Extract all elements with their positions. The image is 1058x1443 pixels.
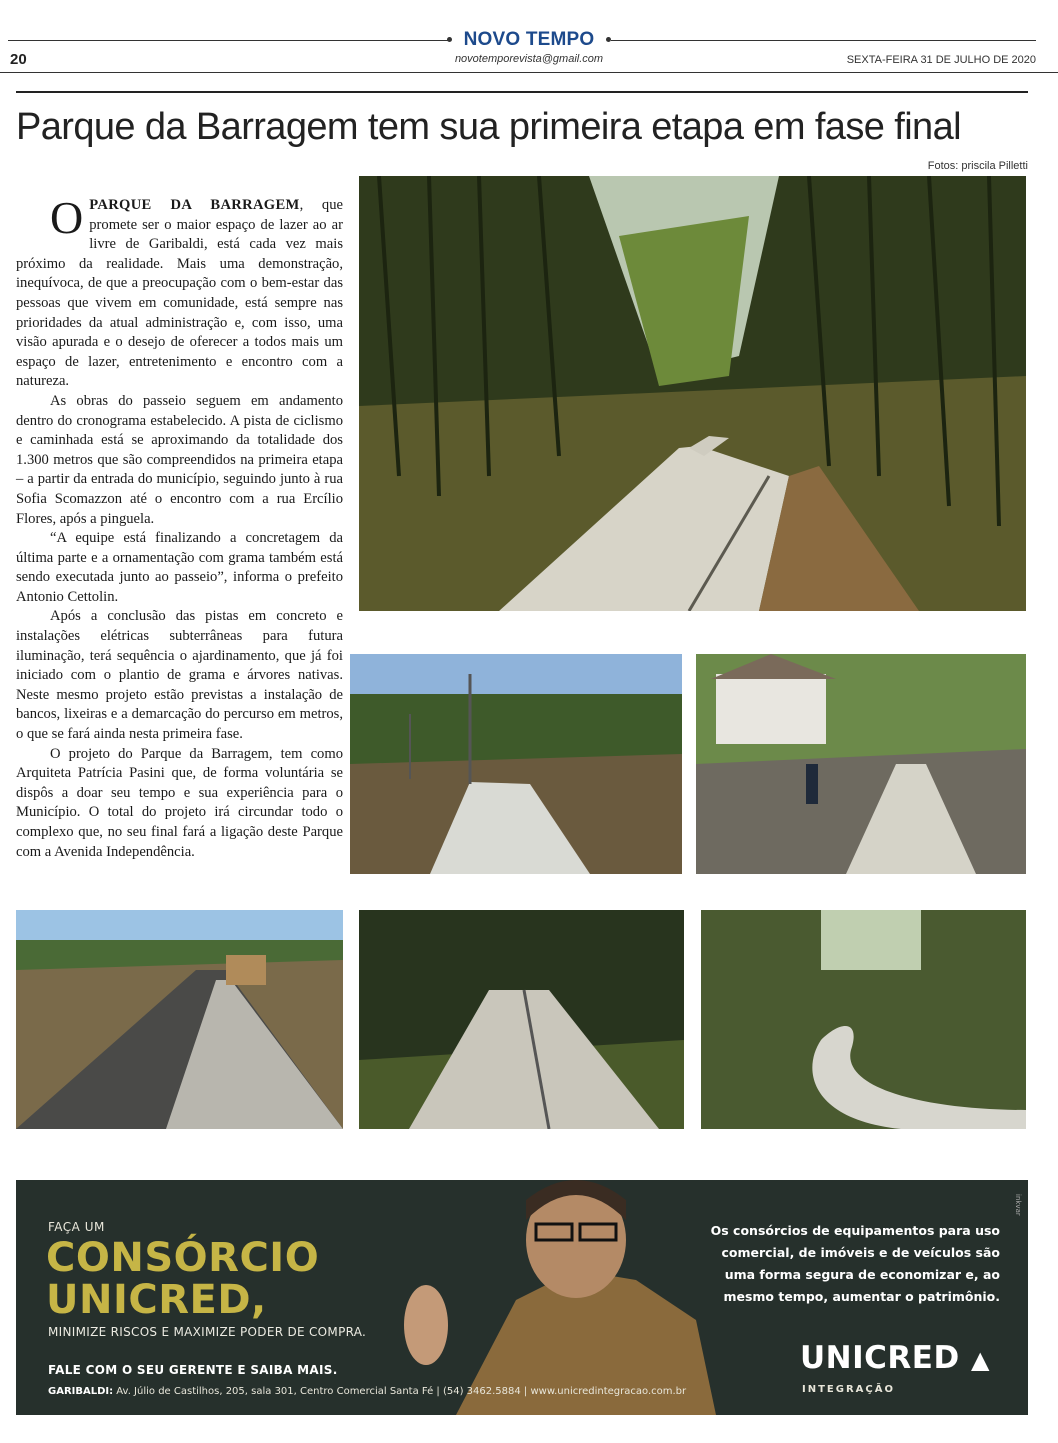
unicred-logo-text: UNICRED [800, 1340, 960, 1376]
dropcap: O [50, 192, 84, 243]
header-divider [0, 72, 1058, 73]
ad-address [48, 1386, 686, 1397]
article-headline: Parque da Barragem tem sua primeira etapa em fase final [16, 106, 961, 148]
masthead-title: NOVO TEMPO [463, 29, 595, 50]
headline-divider [16, 91, 1028, 93]
ad-headline-1: CONSÓRCIO [46, 1235, 320, 1281]
ad-call-to-action: FALE COM O SEU GERENTE E SAIBA MAIS. [48, 1363, 338, 1377]
masthead-rule-right [611, 40, 1036, 41]
photo-curved-road [350, 654, 682, 874]
masthead-date: SEXTA-FEIRA 31 DE JULHO DE 2020 [846, 54, 1036, 66]
photo-credit: Fotos: priscila Pilletti [927, 160, 1028, 172]
article-paragraph-3: “A equipe está finalizando a concretagem da última parte e a ornamentação com grama também está sendo executada junto ao passeio”, informa o prefeito Antonio Cettolin. [16, 530, 343, 605]
ad-description: Os consórcios de equipamentos para uso comercial, de imóveis e de veículos são uma forma segura de economizar e, ao mesmo tempo, aumentar o patrimônio. [710, 1223, 1000, 1304]
article-paragraph-5: O projeto do Parque da Barragem, tem como Arquiteta Patrícia Pasini que, de forma voluntária se dispôs a doar seu tempo e sua experiência para o Município. O total do projeto irá circundar todo o complexo que, no seu final fará a ligação deste Parque com a Avenida Independência. [16, 745, 343, 860]
unicred-advertisement [16, 1180, 1028, 1415]
ad-address-text: Av. Júlio de Castilhos, 205, sala 301, Centro Comercial Santa Fé | (54) 3462.5884 | www.unicredintegracao.com.br [113, 1386, 687, 1397]
paragraph-1-text: , que promete ser o maior espaço de lazer ao ar livre de Garibaldi, está cada vez mais próximo da realidade. Mais uma demonstração, inequívoca, de que a preocupação com o bem-estar das pessoas que vivem em comunidade, está sempre nas prioridades da atual administração e, com isso, uma visão apurada e o desejo de oferecer a todos mais um espaço de lazer, entretenimento e encontro com a natureza. [16, 197, 343, 390]
unicred-logo [800, 1340, 990, 1376]
ad-city: GARIBALDI: [48, 1386, 114, 1397]
unicred-mark-icon: ▲ [970, 1346, 990, 1374]
lead-caps: PARQUE DA BARRAGEM [89, 197, 300, 213]
article-body [16, 192, 343, 862]
photo-winding-path [701, 910, 1026, 1129]
article-paragraph-2: As obras do passeio seguem em andamento dentro do cronograma estabelecido. A pista de ciclismo e caminhada está se aproximando da totalidade dos 1.300 metros que são compreendidos na primeira etapa – a partir da entrada do município, seguindo junto à rua Sofia Scomazzon até o encontro com a rua Ercílio Flores, após a pinguela. [16, 392, 343, 527]
agency-mark: inkvar [1014, 1194, 1022, 1216]
photo-workers-house [696, 654, 1026, 874]
ad-kicker: FAÇA UM [48, 1220, 105, 1234]
article-paragraph-4: Após a conclusão das pistas em concreto e instalações elétricas subterrâneas para futura iluminação, terá sequência o ajardinamento, que já foi iniciado com o plantio de grama e árvores nativas. Neste mesmo projeto estão previstas a instalação de bancos, lixeiras e a demarcação do percurso em metros, o que se fará ainda nesta primeira fase. [16, 608, 343, 743]
ad-subline: MINIMIZE RISCOS E MAXIMIZE PODER DE COMPRA. [48, 1325, 367, 1339]
ad-headline-2: UNICRED, [46, 1277, 267, 1323]
masthead-email: novotemporevista@gmail.com [454, 53, 604, 65]
unicred-logo-sub: INTEGRAÇÃO [802, 1384, 895, 1395]
photo-path-shade [359, 910, 684, 1129]
photo-forest-path [359, 176, 1026, 611]
article-paragraph-1 [16, 192, 343, 392]
photo-construction-slab [16, 910, 343, 1129]
page-number: 20 [10, 51, 27, 68]
